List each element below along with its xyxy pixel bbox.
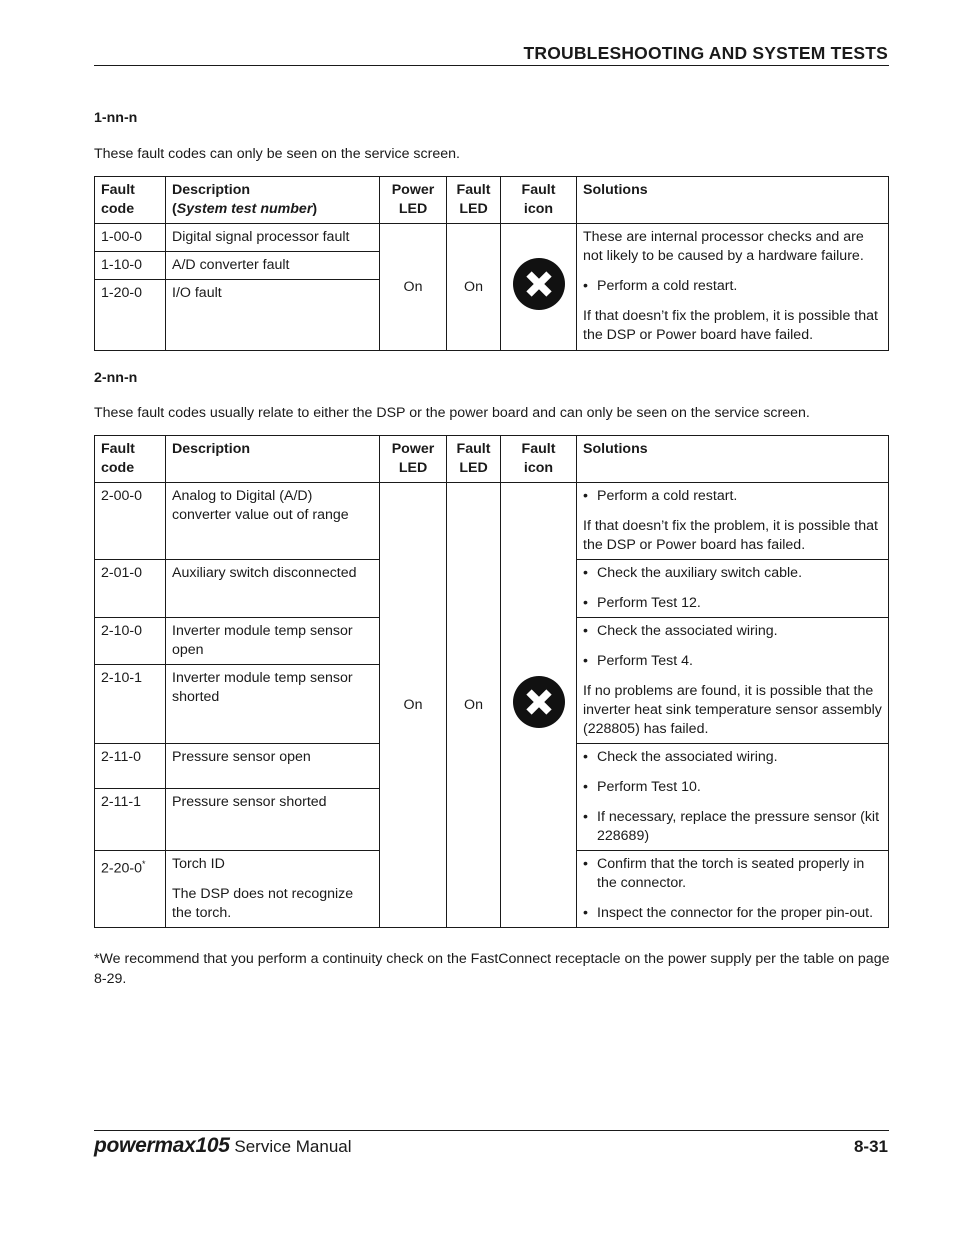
x-fault-icon <box>512 257 566 311</box>
fault-description: Inverter module temp sensor open <box>166 618 380 665</box>
power-led-value: On <box>380 224 447 351</box>
solutions-cell <box>577 618 889 744</box>
col-fault-led: Fault LED <box>447 177 501 224</box>
table-header-row <box>95 436 889 483</box>
col-power-led: Power LED <box>380 177 447 224</box>
fault-code: 2-00-0 <box>95 483 166 560</box>
fault-table-1 <box>94 176 889 351</box>
fault-led-value: On <box>447 224 501 351</box>
fault-icon-cell <box>501 224 577 351</box>
col-description: Description <box>166 436 380 483</box>
solution-bullet: • Perform Test 10. <box>583 779 701 795</box>
footer-title <box>94 1134 352 1158</box>
description-note: The DSP does not recognize the torch. <box>172 886 354 921</box>
solution-bullet: • Perform Test 12. <box>583 595 701 611</box>
brand-logo: powermax105 <box>94 1134 230 1157</box>
fault-description: Torch ID The DSP does not recognize the torch. <box>166 851 380 928</box>
solutions-cell <box>577 483 889 560</box>
fault-code: 2-11-0 <box>95 744 166 789</box>
manual-label: Service Manual <box>234 1137 352 1156</box>
solution-bullet: • Check the associated wiring. <box>583 749 778 765</box>
solutions-cell <box>577 560 889 618</box>
fault-code: 1-00-0 <box>95 224 166 252</box>
table-row <box>95 483 889 560</box>
fault-code: 2-20-0* <box>95 851 166 928</box>
fault-icon-cell <box>501 483 577 928</box>
fault-code: 2-10-0 <box>95 618 166 665</box>
col-description: Description (System test number) <box>166 177 380 224</box>
section-heading-1: 1-nn-n <box>94 110 138 126</box>
solution-bullet: • Check the associated wiring. <box>583 623 778 639</box>
fault-code: 2-11-1 <box>95 789 166 851</box>
solution-bullet: • Perform a cold restart. <box>583 278 738 294</box>
page-header-title: TROUBLESHOOTING AND SYSTEM TESTS <box>523 43 888 63</box>
fault-description: Digital signal processor fault <box>166 224 380 252</box>
footnote: *We recommend that you perform a continuity check on the FastConnect receptacle on the power supply per the table on page 8-29. <box>94 951 890 987</box>
fault-code: 2-10-1 <box>95 665 166 744</box>
fault-code: 1-10-0 <box>95 252 166 280</box>
fault-description: Pressure sensor shorted <box>166 789 380 851</box>
col-solutions: Solutions <box>577 177 889 224</box>
x-fault-icon <box>512 675 566 729</box>
solutions-cell <box>577 224 889 351</box>
solution-text: If no problems are found, it is possible that the inverter heat sink temperature sensor assembly (228805) has failed. <box>583 683 882 737</box>
fault-code: 1-20-0 <box>95 280 166 351</box>
power-led-value: On <box>380 483 447 928</box>
col-fault-code: Fault code <box>95 436 166 483</box>
footer-rule <box>94 1130 889 1131</box>
section-intro-1: These fault codes can only be seen on the service screen. <box>94 146 460 162</box>
solutions-cell <box>577 851 889 928</box>
fault-description: Inverter module temp sensor shorted <box>166 665 380 744</box>
col-solutions: Solutions <box>577 436 889 483</box>
table-row <box>95 224 889 252</box>
col-fault-icon: Fault icon <box>501 436 577 483</box>
solution-bullet: • Perform a cold restart. <box>583 488 738 504</box>
page-number: 8-31 <box>853 1137 888 1156</box>
solution-bullet: • If necessary, replace the pressure sensor (kit 228689) <box>583 809 880 844</box>
fault-table-2 <box>94 435 889 928</box>
col-fault-led: Fault LED <box>447 436 501 483</box>
solution-bullet: • Perform Test 4. <box>583 653 693 669</box>
section-intro-2: These fault codes usually relate to either the DSP or the power board and can only be seen on the service screen. <box>94 405 810 421</box>
solution-text: These are internal processor checks and are not likely to be caused by a hardware failure. <box>583 229 864 264</box>
solution-bullet: • Check the auxiliary switch cable. <box>583 565 803 581</box>
fault-code: 2-01-0 <box>95 560 166 618</box>
section-heading-2: 2-nn-n <box>94 370 138 386</box>
solution-bullet: • Inspect the connector for the proper pin-out. <box>583 905 874 921</box>
header-rule <box>94 65 889 66</box>
solution-text: If that doesn’t fix the problem, it is possible that the DSP or Power board have failed. <box>583 308 878 343</box>
fault-description: Pressure sensor open <box>166 744 380 789</box>
col-power-led: Power LED <box>380 436 447 483</box>
fault-description: A/D converter fault <box>166 252 380 280</box>
fault-description: Auxiliary switch disconnected <box>166 560 380 618</box>
solution-text: If that doesn’t fix the problem, it is possible that the DSP or Power board has failed. <box>583 518 878 553</box>
fault-description: Analog to Digital (A/D) converter value out of range <box>166 483 380 560</box>
fault-description: I/O fault <box>166 280 380 351</box>
table-header-row <box>95 177 889 224</box>
col-fault-code: Fault code <box>95 177 166 224</box>
solution-bullet: • Confirm that the torch is seated properly in the connector. <box>583 856 865 891</box>
col-fault-icon: Fault icon <box>501 177 577 224</box>
fault-led-value: On <box>447 483 501 928</box>
solutions-cell <box>577 744 889 851</box>
